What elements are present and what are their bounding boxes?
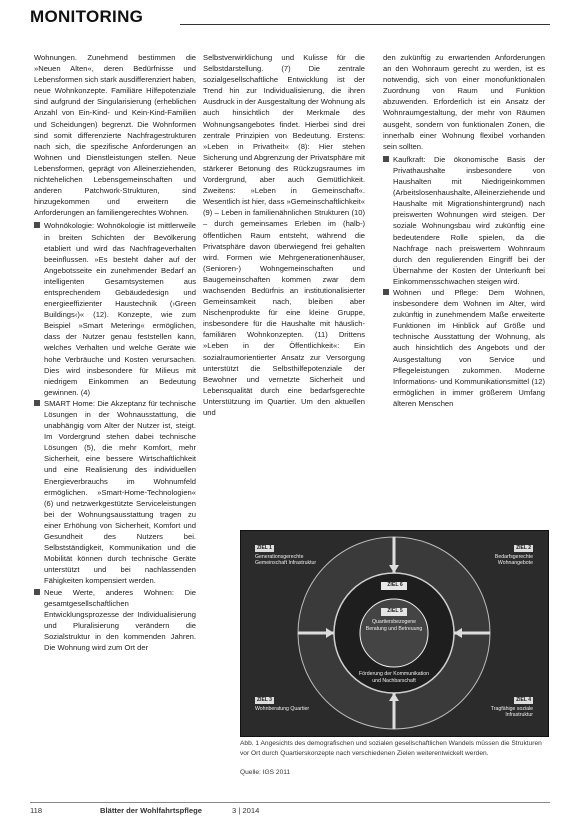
diagram-zone-bottom-left [255, 697, 325, 712]
zone-badge: ZIEL 1 [257, 545, 272, 551]
figure-diagram [240, 530, 549, 737]
header-rule [180, 24, 550, 25]
bullet-square-icon [34, 222, 40, 228]
zone-text: Wohnberatung Quartier [255, 705, 310, 712]
bullet-text: Neue Werte, anderes Wohnen: Die gesamtgesellschaftlichen Entwicklungsprozesse der Individualisierung und Pluralisierung verändern die Sozialstruktur in den kommenden Jahren. Die Wohnung wird zum Ort der [44, 587, 196, 652]
zone-badge: ZIEL 3 [257, 697, 272, 703]
diagram-zone-top-right [463, 545, 533, 567]
zone-text: Tragfähige soziale Infrastruktur [490, 705, 533, 718]
zone-text: Generationsgerechte Gemeinschaft Infrastruktur [255, 553, 317, 566]
bullet-item-smart-home [34, 398, 196, 587]
text-column-2 [203, 52, 365, 420]
zone-badge: ZIEL 4 [516, 697, 531, 703]
figure-caption: Abb. 1 Angesichts des demografischen und sozialen gesellschaftlichen Wandels müssen die Strukturen vor Ort durch Quartierskonzepte nach verschiedenen Zielen weiterentwickelt werden. [240, 740, 542, 757]
bullet-text: Kaufkraft: Die ökonomische Basis der Privathaushalte insbesondere von Haushalten mit Niedrigeinkommen (Arbeitslosenhaushalte, Alleinerziehende und Haushalte mit Migrationshintergrund) nach preiswerten Wohnungen wird steigen. Der soziale Wohnungsbau wird zukünftig eine bedeutendere Rolle spielen, da die Nachfrage nach preiswertem Wohnraum durch den regulierenden Eingriff bei der Übernahme der Kosten der Unterkunft bei Einkommensschwachen steigen wird. [393, 154, 545, 286]
bullet-item-neue-werte [34, 587, 196, 654]
figure-source: Quelle: IGS 2011 [240, 769, 291, 776]
page-number: 118 [30, 806, 43, 815]
bullet-item-wohnoekologie [34, 220, 196, 398]
issue-number: 3 | 2014 [232, 806, 260, 815]
bullet-item-wohnen-pflege [383, 287, 545, 409]
bullet-square-icon [34, 400, 40, 406]
bullet-square-icon [383, 289, 389, 295]
bullet-square-icon [383, 156, 389, 162]
page-header [30, 6, 550, 28]
bullet-square-icon [34, 589, 40, 595]
bullet-text: SMART Home: Die Akzeptanz für technische Lösungen in der Wohnausstattung, die unabhängig vom Alter der Nutzer ist, steigt. Im Vordergrund stehen dabei technische Lösungen (5), die mehr Komfort, mehr Sicherheit, eine bessere Wirtschaftlichkeit und eine Realisierung des individuellen Energieverbrauchs im Wohnumfeld ermöglichen. »Smart-Home-Technologien« (6) und netzwerkgestützte Serviceleistungen bei der Wohnungsausstattung tragen zu einer Erhöhung von Sicherheit, Komfort und Gesundheit des Nutzers bei. Selbstständigkeit, Kommunikation und die Mobilität können durch technische Geräte unterstützt und bei nachlassenden Fähigkeiten kompensiert werden. [44, 398, 196, 586]
bullet-text: Wohnen und Pflege: Dem Wohnen, insbesondere dem Wohnen im Alter, wird zukünftig in zunehmendem Maße erweiterte Funktionen im Hinblick auf Größe und technische Ausstattung der Wohnung, als auch hinsichtlich des Angebots und der Ausgestaltung von Service und Pflegeleistungen zukommen. Moderne Informations- und Kommunikationsmittel (12) ermöglichen in immer größerem Umfang älteren Menschen [393, 287, 545, 408]
page-footer [30, 802, 550, 817]
paragraph: Wohnungen. Zunehmend bestimmen die »Neuen Alten«, deren Bedürfnisse und Lebensformen sich stark ausdifferenziert haben, neue Wohnkonzepte. Familiäre Hilfepotenziale sind aufgrund der Singularisierung (erheblichen Anzahl von Ein-Kind- und Kein-Kind-Familien und Scheidungen) begrenzt. Die Wohnformen sind somit differenzierte Nachfragestrukturen nach sich, die spezifische Anforderungen an Wohnen und Dienstleistungen stellen. Neue Lebensformen, geprägt von Alleinerziehenden, nichtehelichen Lebensgemeinschaften und anderen Patchwork-Strukturen, sind hinzugekommen und erweitern die Anforderungen an familiengerechtes Wohnen. [34, 53, 196, 218]
paragraph: den zukünftig zu erwartenden Anforderungen an den Wohnraum gerecht zu werden, ist es notwendig, sich von einer monofunktionalen Zuordnung von Raum und Funktion abzuwenden. Erforderlich ist ein Ansatz der Wohnraumgestaltung, der mehr von Räumen ausgeht, sondern von funktionalen Zonen, die innerhalb einer Wohnung flexibel vorhanden sein sollten. [383, 53, 545, 151]
section-title: MONITORING [30, 7, 144, 26]
bullet-text: Wohnökologie: Wohnökologie ist mittlerweile in breiten Schichten der Bevölkerung etabliert und wird das Nachfrageverhalten beeinflussen. »Es besteht daher auf der Angebotsseite ein zunehmender Bedarf an intelligenten Gesamtsystemen aus entsprechendem Gebäudedesign und energieeffizienter Haustechnik (›Green Buildings‹)« (12). Konzepte, wie zum Beispiel »Smart Metering« ermöglichen, dass der Nutzer genau feststellen kann, welches Verhalten und welche Geräte wie hohe Verbräuche und Kosten verursachen. Dies wird insbesondere für Milieus mit niedrigem Einkommen an Bedeutung gewinnen. (4) [44, 221, 196, 397]
journal-name: Blätter der Wohlfahrtspflege [100, 806, 202, 815]
center-text: Quartiersbezogene Beratung und Betreuung [365, 619, 423, 632]
diagram-zone-top-left [255, 545, 325, 567]
ring-text: Förderung der Kommunikation und Nachbarschaft [358, 671, 430, 684]
ring-badge: ZIEL 6 [387, 582, 403, 588]
zone-badge: ZIEL 2 [516, 545, 531, 551]
text-column-3 [383, 52, 545, 409]
bullet-item-kaufkraft [383, 154, 545, 287]
paragraph: Selbstverwirklichung und Kulisse für die Selbstdarstellung. (7) Die zentrale sozialgesellschaftliche Entwicklung ist der Trend hin zur Individualisierung, die ihren Ausdruck in der Ausgestaltung der Wohnung als auch hinsichtlich der Merkmale des Wohnungsangebotes findet. Hierbei sind drei zentrale Prinzipien von Bedeutung. Erstens: »Leben in Privatheit« (8): Hier stehen Sicherung und Abgrenzung der Privatsphäre mit stärkerer Betonung des Rückzugsraumes im Vordergrund, aber auch Gemütlichkeit. Zweitens: »Leben in Gemeinschaft«. Wesentlich ist hier, dass »Gemeinschaftlichkeit« (9) – Leben in familienähnlichen Strukturen (10) – durch gemeinsames Erleben im (halb-) öffentlichen Raum entsteht, während die Privatsphäre davon überwiegend frei gehalten wird. Formen wie Mehrgenerationenhäuser, (Senioren-) Wohngemeinschaften und Baugemeinschaften kommen zwar dem wachsenden Bedürfnis an institutionalisierter Gemeinsamkeit nach, bleiben aber Nischenprodukte für eine kleine Gruppe, insbesondere für die Haushalte mit häuslich-familiären Wohnkonzepten. (11) Drittens »Leben in der Öffentlichkeit«: Ein sozialraumorientierter Ansatz zur Versorgung unterstützt die Selbsthilfepotenziale der Bewohner und vernetzte Sicherheit und Lebensqualität durch eine bedarfsgerechte Unterstützung im Quartier. Um den aktuellen und [203, 53, 365, 417]
center-badge: ZIEL 5 [387, 608, 403, 614]
text-column-1 [34, 52, 196, 653]
zone-text: Bedarfsgerechte Wohnangebote [494, 553, 533, 566]
diagram-zone-bottom-right [463, 697, 533, 719]
